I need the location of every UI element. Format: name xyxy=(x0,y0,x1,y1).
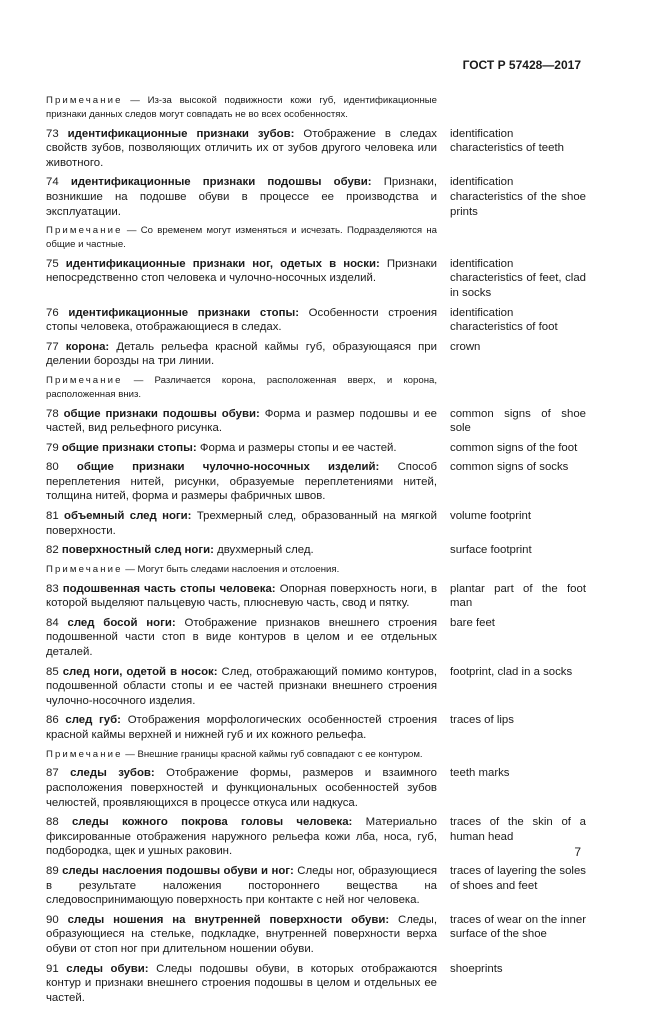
term-text: Отображение признаков внешнего строения подошвенной части стоп в виде контуров в целом и ее отдельных деталей. xyxy=(46,616,437,659)
term-number: 82 xyxy=(46,544,59,557)
note-body: Могут быть следами наслоения и отслоения. xyxy=(137,563,340,575)
term-english-equivalent: bare feet xyxy=(450,616,495,629)
term-text: Следы подошвы обуви, в которых отображаются контур и признаки внешнего строения подошвы в целом и отдельных ее частей. xyxy=(46,962,438,1004)
term-name: следы кожного покрова головы человека: xyxy=(71,816,353,829)
term-number: 75 xyxy=(46,257,59,270)
term-row xyxy=(46,815,586,859)
term-row xyxy=(46,175,586,219)
term-name: идентификационные признаки подошвы обуви: xyxy=(70,176,372,189)
term-definition-ru xyxy=(46,766,437,810)
term-english-equivalent xyxy=(450,374,586,402)
term-definition-ru xyxy=(46,306,437,335)
term-row xyxy=(46,340,586,369)
term-english-equivalent: traces of the skin of a human head xyxy=(450,816,586,843)
term-english-equivalent: footprint, clad in a socks xyxy=(450,665,573,678)
term-definition-ru xyxy=(46,962,437,1006)
note-row xyxy=(46,94,586,122)
term-text: Деталь рельефа красной каймы губ, образующаяся при делении борозды на три линии. xyxy=(46,340,437,368)
term-english-equivalent: volume footprint xyxy=(450,510,532,523)
term-english-equivalent: traces of lips xyxy=(450,714,514,727)
term-english-equivalent: common signs of socks xyxy=(450,461,569,474)
note-dash: — xyxy=(122,95,148,106)
note-dash: — xyxy=(122,374,155,386)
term-definition-ru xyxy=(46,441,437,456)
term-definition-ru xyxy=(46,460,437,504)
term-english-equivalent: teeth marks xyxy=(450,767,510,780)
note-text xyxy=(46,563,437,577)
note-text xyxy=(46,224,437,252)
term-english-equivalent: identification characteristics of feet, clad in socks xyxy=(450,257,586,299)
term-text: Следы, образующиеся на стельке, подкладке, внутренней поверхности верха обуви от стоп ног при длительном ношении обуви. xyxy=(46,913,438,955)
note-row xyxy=(46,563,586,577)
term-name: след ноги, одетой в носок: xyxy=(62,665,218,678)
term-text: Способ переплетения нитей, рисунки, образуемые переплетениями нитей, толщина нитей, форма и размеры фабричных швов. xyxy=(46,461,437,503)
term-text: Форма и размер подошвы и ее частей, вид рельефного рисунка. xyxy=(46,407,438,435)
term-english-equivalent: identification characteristics of the shoe prints xyxy=(450,176,586,218)
term-english-equivalent: common signs of the foot xyxy=(450,441,578,454)
note-dash: — xyxy=(122,225,141,237)
note-body: Различается корона, расположенная вверх, и корона, расположенная вниз. xyxy=(46,374,437,400)
note-row xyxy=(46,374,586,402)
term-definition-ru xyxy=(46,582,437,611)
term-name: поверхностный след ноги: xyxy=(61,544,214,557)
term-name: объемный след ноги: xyxy=(64,510,192,523)
term-english-equivalent: surface footprint xyxy=(450,544,532,557)
term-definition-ru xyxy=(46,616,437,660)
term-english-equivalent: shoeprints xyxy=(450,962,503,975)
term-number: 73 xyxy=(46,127,59,140)
term-text: Признаки, возникшие на подошве обуви в процессе ее производства и эксплуатации. xyxy=(46,176,437,218)
term-english-equivalent: common signs of shoe sole xyxy=(450,407,586,435)
page-number: 7 xyxy=(574,845,581,859)
note-prefix: Примечание xyxy=(46,563,123,575)
term-text: Опорная поверхность ноги, в которой выделяют пальцевую часть, плюсневую часть, свод и пятку. xyxy=(46,582,437,610)
terms-list xyxy=(46,94,586,1010)
note-dash: — xyxy=(122,563,138,575)
term-name: идентификационные признаки ног, одетых в носки: xyxy=(65,257,380,270)
term-english-equivalent: crown xyxy=(450,340,481,353)
term-row xyxy=(46,257,586,301)
term-row xyxy=(46,543,586,558)
term-number: 77 xyxy=(46,340,59,353)
term-name: следы зубов: xyxy=(70,767,155,780)
term-name: идентификационные признаки зубов: xyxy=(67,127,295,140)
term-name: подошвенная часть стопы человека: xyxy=(62,582,276,595)
term-english-equivalent xyxy=(450,748,586,762)
term-number: 84 xyxy=(46,616,59,629)
term-definition-ru xyxy=(46,665,437,709)
term-definition-ru xyxy=(46,175,437,219)
note-row xyxy=(46,224,586,252)
term-row xyxy=(46,441,586,456)
term-row xyxy=(46,864,586,908)
note-body: Внешние границы красной каймы губ совпадают с ее контуром. xyxy=(137,748,423,760)
term-english-equivalent: traces of layering the soles of shoes and feet xyxy=(450,864,586,892)
term-definition-ru xyxy=(46,864,437,908)
term-name: общие признаки подошвы обуви: xyxy=(63,407,260,420)
term-row xyxy=(46,962,586,1006)
term-row xyxy=(46,407,586,436)
term-number: 91 xyxy=(46,962,59,975)
term-english-equivalent: plantar part of the foot man xyxy=(450,582,586,610)
note-prefix: Примечание xyxy=(46,95,123,106)
term-definition-ru xyxy=(46,257,437,301)
term-row xyxy=(46,509,586,538)
term-number: 78 xyxy=(46,407,59,420)
note-row xyxy=(46,748,586,762)
term-definition-ru xyxy=(46,543,437,558)
term-text: двухмерный след. xyxy=(217,544,314,557)
term-row xyxy=(46,582,586,611)
term-number: 87 xyxy=(46,767,59,780)
term-text: Трехмерный след, образованный на мягкой поверхности. xyxy=(46,510,438,537)
term-number: 85 xyxy=(46,665,59,678)
note-text xyxy=(46,748,437,762)
term-definition-ru xyxy=(46,815,437,859)
term-english-equivalent xyxy=(450,94,586,122)
term-english-equivalent xyxy=(450,563,586,577)
term-name: идентификационные признаки стопы: xyxy=(68,306,299,319)
note-prefix: Примечание xyxy=(46,374,123,386)
term-number: 76 xyxy=(46,306,59,319)
term-number: 90 xyxy=(46,913,59,926)
term-number: 83 xyxy=(46,582,59,595)
term-text: Отображения морфологических особенностей строения красной каймы верхней и нижней губ и их кожного рельефа. xyxy=(46,714,437,741)
term-definition-ru xyxy=(46,407,437,436)
term-row xyxy=(46,766,586,810)
term-text: След, отображающий помимо контуров, подошвенной области стопы и ее частей признаки внешнего строения чулочно-носочного изделия. xyxy=(46,665,438,707)
term-definition-ru xyxy=(46,509,437,538)
term-row xyxy=(46,616,586,660)
term-row xyxy=(46,713,586,742)
term-number: 88 xyxy=(46,816,59,829)
term-name: корона: xyxy=(65,340,110,353)
term-english-equivalent xyxy=(450,224,586,252)
note-prefix: Примечание xyxy=(46,748,123,760)
term-name: следы ношения на внутренней поверхности обуви: xyxy=(67,913,390,926)
term-name: следы обуви: xyxy=(66,962,149,975)
term-name: след босой ноги: xyxy=(67,616,176,629)
note-text xyxy=(46,94,437,122)
term-english-equivalent: identification characteristics of foot xyxy=(450,306,558,334)
term-name: общие признаки чулочно-носочных изделий: xyxy=(76,461,380,474)
term-name: след губ: xyxy=(65,714,121,727)
note-body: Из-за высокой подвижности кожи губ, идентификационные признаки данных следов могут совпадать не во всех особенностях. xyxy=(46,95,437,120)
term-row xyxy=(46,127,586,171)
term-definition-ru xyxy=(46,340,437,369)
note-body: Со временем могут изменяться и исчезать. Подразделяются на общие и частные. xyxy=(46,225,437,250)
note-dash: — xyxy=(122,748,138,760)
term-number: 86 xyxy=(46,714,59,727)
term-number: 81 xyxy=(46,510,59,523)
note-text xyxy=(46,374,437,402)
term-name: следы наслоения подошвы обуви и ног: xyxy=(62,864,294,877)
term-english-equivalent: traces of wear on the inner surface of the shoe xyxy=(450,913,586,941)
note-prefix: Примечание xyxy=(46,225,123,237)
term-number: 79 xyxy=(46,441,59,454)
term-text: Следы ног, образующиеся в результате наложения постороннего вещества на следовоспринимающую поверхность при контакте с ней ног человека. xyxy=(46,864,437,907)
term-text: Форма и размеры стопы и ее частей. xyxy=(199,441,397,454)
document-id: ГОСТ Р 57428—2017 xyxy=(462,58,581,72)
term-definition-ru xyxy=(46,713,437,742)
term-english-equivalent: identification characteristics of teeth xyxy=(450,127,564,155)
term-name: общие признаки стопы: xyxy=(61,441,197,454)
term-text: Особенности строения стопы человека, отображающиеся в следах. xyxy=(46,306,437,334)
term-text: Материально фиксированные отображения наружного рельефа кожи лба, носа, губ, подбородка, щек и ушных раковин. xyxy=(46,816,438,858)
term-row xyxy=(46,665,586,709)
term-number: 80 xyxy=(46,461,59,474)
term-number: 74 xyxy=(46,176,59,189)
term-text: Отображение в следах свойств зубов, позволяющих отличить их от зубов другого человека или животного. xyxy=(46,127,437,169)
term-row xyxy=(46,306,586,335)
term-text: Отображение формы, размеров и взаимного расположения поверхностей и функциональных особенностей зубов челюстей, проявляющихся в процессе откуса или надкуса. xyxy=(46,767,438,809)
term-definition-ru xyxy=(46,127,437,171)
term-number: 89 xyxy=(46,864,59,877)
term-row xyxy=(46,460,586,504)
term-text: Признаки непосредственно стоп человека и чулочно-носочных изделий. xyxy=(46,257,437,285)
